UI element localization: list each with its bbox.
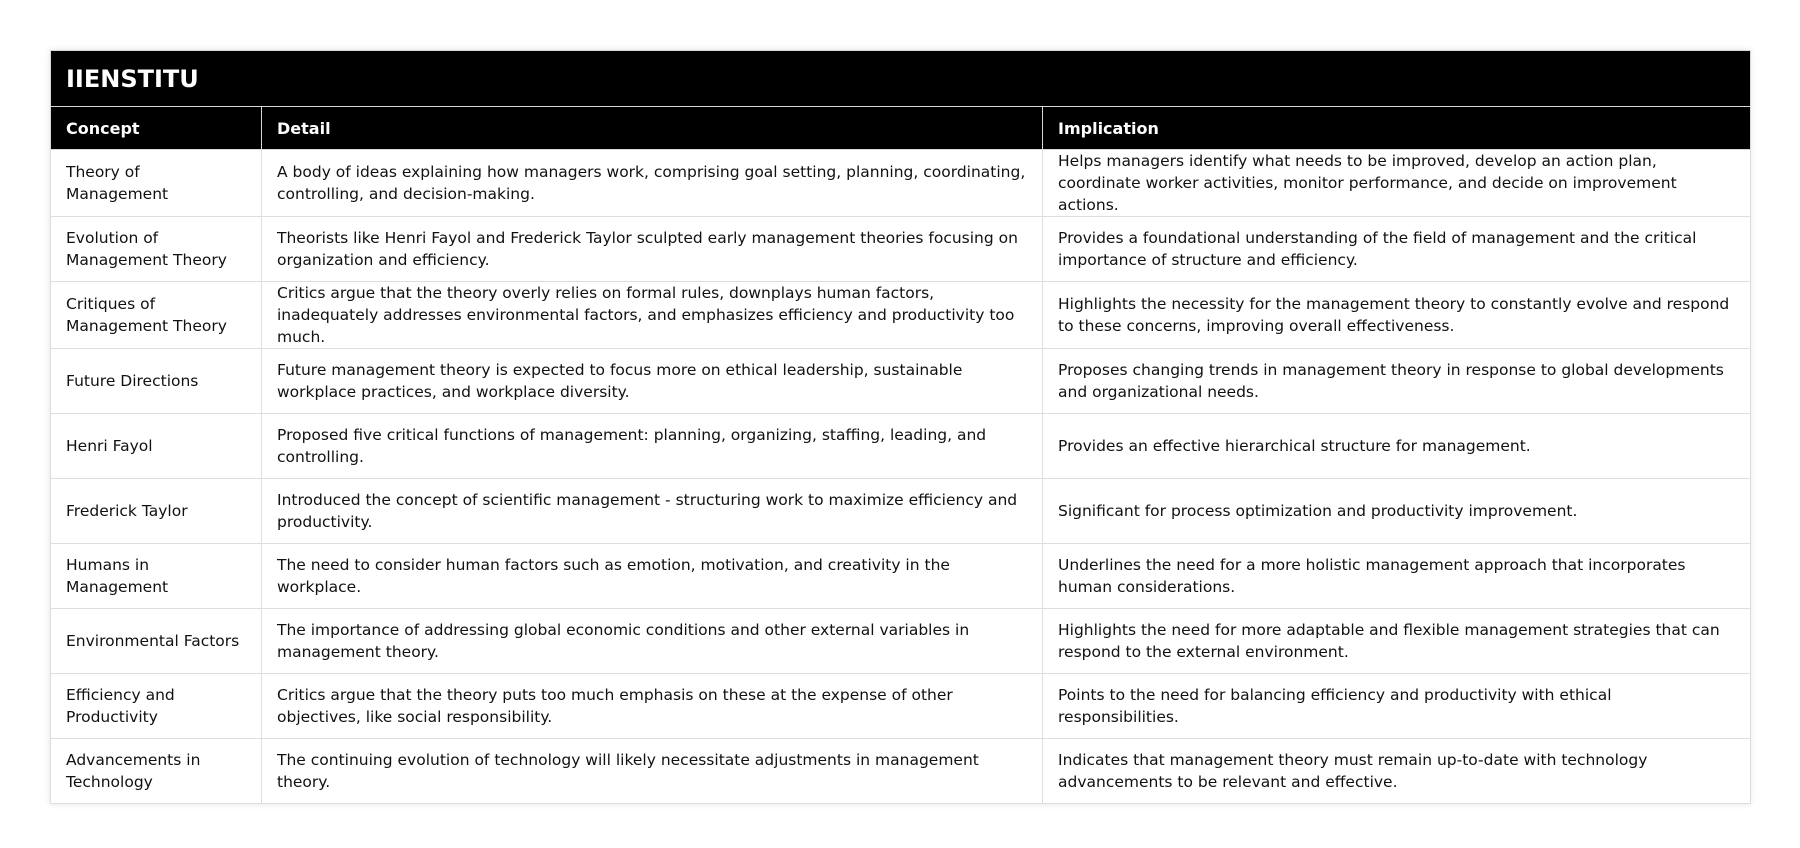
concept-cell: Theory of Management bbox=[51, 150, 262, 217]
implication-cell: Highlights the necessity for the management theory to constantly evolve and respond to these concerns, improving overall effectiveness. bbox=[1043, 282, 1751, 349]
concept-cell: Critiques of Management Theory bbox=[51, 282, 262, 349]
concept-cell: Humans in Management bbox=[51, 544, 262, 609]
implication-cell: Helps managers identify what needs to be improved, develop an action plan, coordinate worker activities, monitor performance, and decide on improvement actions. bbox=[1043, 150, 1751, 217]
detail-cell: The need to consider human factors such as emotion, motivation, and creativity in the workplace. bbox=[262, 544, 1043, 609]
brand-title: IIENSTITU bbox=[51, 51, 1751, 107]
table-row bbox=[51, 479, 1751, 544]
table-row bbox=[51, 739, 1751, 804]
implication-cell: Highlights the need for more adaptable and flexible management strategies that can respond to the external environment. bbox=[1043, 609, 1751, 674]
detail-cell: The continuing evolution of technology will likely necessitate adjustments in management theory. bbox=[262, 739, 1043, 804]
detail-cell: Proposed five critical functions of management: planning, organizing, staffing, leading, and controlling. bbox=[262, 414, 1043, 479]
table-row bbox=[51, 544, 1751, 609]
detail-cell: Theorists like Henri Fayol and Frederick Taylor sculpted early management theories focusing on organization and efficiency. bbox=[262, 217, 1043, 282]
header-concept: Concept bbox=[51, 107, 262, 150]
concept-cell: Efficiency and Productivity bbox=[51, 674, 262, 739]
table-row bbox=[51, 674, 1751, 739]
concept-cell: Advancements in Technology bbox=[51, 739, 262, 804]
implication-cell: Underlines the need for a more holistic management approach that incorporates human considerations. bbox=[1043, 544, 1751, 609]
table-row bbox=[51, 349, 1751, 414]
detail-cell: A body of ideas explaining how managers work, comprising goal setting, planning, coordinating, controlling, and decision-making. bbox=[262, 150, 1043, 217]
detail-cell: Critics argue that the theory overly relies on formal rules, downplays human factors, inadequately addresses environmental factors, and emphasizes efficiency and productivity too much. bbox=[262, 282, 1043, 349]
implication-cell: Points to the need for balancing efficiency and productivity with ethical responsibilities. bbox=[1043, 674, 1751, 739]
concept-table bbox=[50, 50, 1751, 804]
detail-cell: The importance of addressing global economic conditions and other external variables in management theory. bbox=[262, 609, 1043, 674]
concept-table-card bbox=[50, 50, 1750, 804]
detail-cell: Critics argue that the theory puts too much emphasis on these at the expense of other objectives, like social responsibility. bbox=[262, 674, 1043, 739]
concept-cell: Future Directions bbox=[51, 349, 262, 414]
table-row bbox=[51, 282, 1751, 349]
header-detail: Detail bbox=[262, 107, 1043, 150]
table-row bbox=[51, 609, 1751, 674]
concept-cell: Henri Fayol bbox=[51, 414, 262, 479]
implication-cell: Indicates that management theory must remain up-to-date with technology advancements to be relevant and effective. bbox=[1043, 739, 1751, 804]
header-row bbox=[51, 107, 1751, 150]
implication-cell: Provides a foundational understanding of the field of management and the critical importance of structure and efficiency. bbox=[1043, 217, 1751, 282]
concept-cell: Environmental Factors bbox=[51, 609, 262, 674]
brand-row bbox=[51, 51, 1751, 107]
table-row bbox=[51, 150, 1751, 217]
detail-cell: Future management theory is expected to focus more on ethical leadership, sustainable workplace practices, and workplace diversity. bbox=[262, 349, 1043, 414]
implication-cell: Provides an effective hierarchical structure for management. bbox=[1043, 414, 1751, 479]
detail-cell: Introduced the concept of scientific management - structuring work to maximize efficiency and productivity. bbox=[262, 479, 1043, 544]
concept-cell: Evolution of Management Theory bbox=[51, 217, 262, 282]
table-row bbox=[51, 217, 1751, 282]
table-row bbox=[51, 414, 1751, 479]
implication-cell: Significant for process optimization and productivity improvement. bbox=[1043, 479, 1751, 544]
header-implication: Implication bbox=[1043, 107, 1751, 150]
implication-cell: Proposes changing trends in management theory in response to global developments and organizational needs. bbox=[1043, 349, 1751, 414]
concept-cell: Frederick Taylor bbox=[51, 479, 262, 544]
